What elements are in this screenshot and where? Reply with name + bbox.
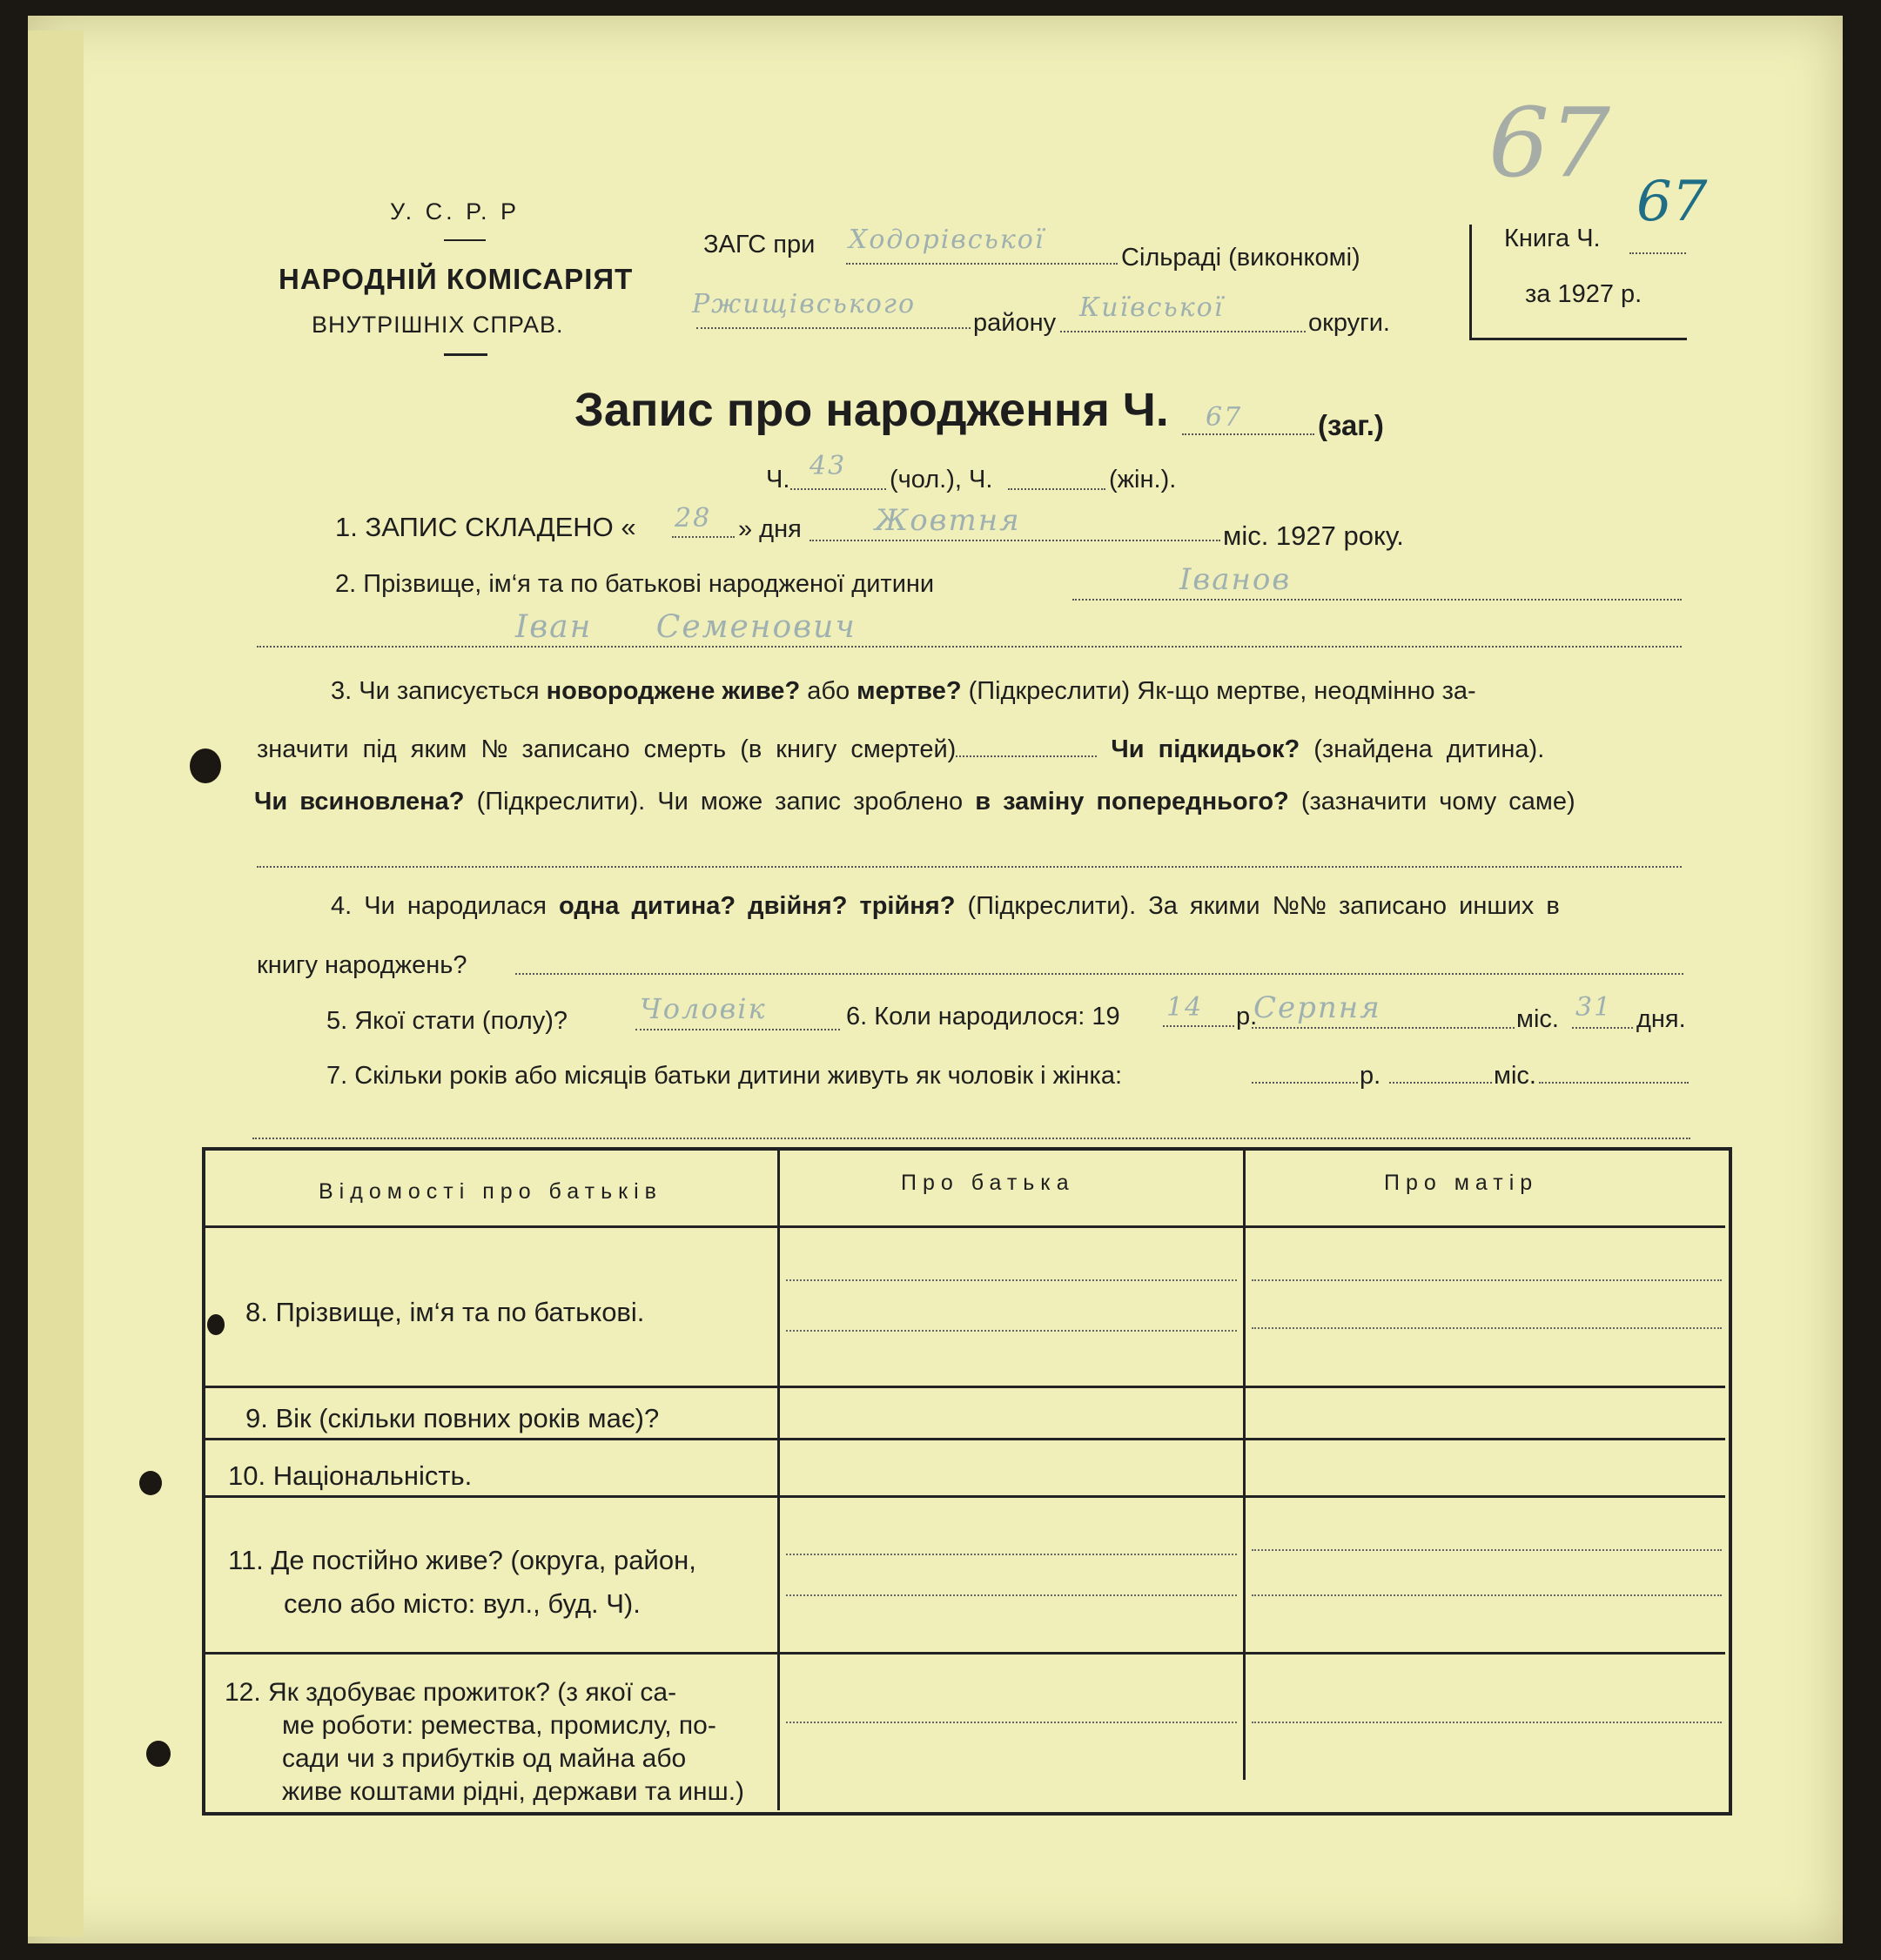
item3-death-ref: значити під яким № записано смерть (в книгу смертей) [257,735,957,763]
field-line [1629,252,1686,254]
table-entry-line [786,1594,1237,1596]
item5-label: 5. Якої стати (полу)? [326,1007,568,1035]
item3-replacement-text: (Підкреслити). Чи може запис зроблено [476,788,964,816]
punch-hole [146,1741,171,1767]
field-line [635,1029,840,1030]
item3-adopted: Чи всиновлена? [254,788,465,816]
field-line [1060,331,1306,332]
item6-mis: міс. [1516,1005,1559,1033]
field-line [257,646,1682,648]
male-label: (чол.), Ч. [890,466,993,493]
zags-prefix: ЗАГС при [703,231,816,258]
table-entry-line [1252,1327,1722,1329]
table-entry-line [786,1722,1237,1723]
row12-label-3: сади чи з прибутків од майна або [282,1744,687,1773]
book-box-bottom [1469,338,1687,340]
table-header-father: Про батька [901,1171,1075,1195]
okruha-label: округи. [1308,309,1390,337]
left-page-edge [28,30,84,1937]
birth-day: 31 [1575,992,1613,1023]
row12-label-2: ме роботи: ремества, промислу, по- [282,1711,716,1740]
item4-line2: книгу народжень? [257,951,467,979]
row11-label-1: 11. Де постійно живе? (округа, район, [228,1545,696,1575]
table-entry-line [1252,1722,1722,1723]
book-number: 67 [1636,170,1708,234]
book-label: Книга Ч. [1504,225,1601,252]
row11-label-2: село або місто: вул., буд. Ч). [284,1588,641,1619]
row9-label: 9. Вік (скільки повних років має)? [245,1403,660,1433]
table-entry-line [1252,1594,1722,1596]
field-line [846,263,1118,265]
child-sex: Чоловік [640,992,767,1025]
table-col-divider [1243,1149,1246,1780]
item1-year-label: міс. 1927 року. [1223,520,1404,551]
table-row-divider [205,1495,1725,1498]
table-entry-line [786,1330,1237,1332]
republic-label: У. С. Р. Р [390,198,520,225]
child-surname: Іванов [1179,562,1292,597]
row8-label: 8. Прізвище, ім‘я та по батькові. [245,1297,645,1327]
item3-alive-option: новороджене живе? [546,677,801,705]
field-line [1539,1082,1689,1084]
field-line [1182,433,1314,435]
item3-line3 [254,788,1575,816]
item3-line2 [257,735,1544,764]
female-label: (жін.). [1109,466,1177,493]
item1-label: 1. ЗАПИС СКЛАДЕНО « [335,512,636,542]
table-row-divider [205,1652,1725,1655]
field-line [1572,1027,1633,1029]
item4-text: 4. Чи народилася [331,892,547,920]
item3-foundling: Чи підкидьок? [1111,735,1300,763]
item7-label: 7. Скільки років або місяців батьки дитини живуть як чоловік і жінка: [326,1062,1123,1090]
book-box-left [1469,225,1472,339]
item7-r: р. [1360,1062,1381,1090]
commissariat-title: НАРОДНІЙ КОМІСАРІЯТ [279,263,634,295]
row12-label-4: живе коштами рідні, держави та инш.) [282,1777,745,1806]
male-number: 43 [810,451,847,481]
item3-replacement-note: (зазначити чому саме) [1300,788,1575,816]
sub-prefix: Ч. [766,466,790,493]
child-names: Іван Семенович [515,609,857,645]
item3-or: або [807,677,850,705]
book-year: за 1927 р. [1525,280,1643,308]
punch-hole [190,748,221,783]
birth-year: 14 [1166,992,1204,1023]
field-line [790,488,886,490]
item3-foundling-note: (знайдена дитина). [1313,735,1545,763]
page-title: Запис про народження Ч. [574,384,1169,436]
punch-hole [139,1471,162,1495]
field-line [252,1138,1690,1139]
table-col-divider [777,1149,780,1810]
item3-line1 [331,677,1476,706]
district-label: району [973,309,1057,337]
table-header-info: Відомості про батьків [319,1179,662,1204]
item6-dnya: дня. [1636,1005,1686,1033]
item7-mis: міс. [1494,1062,1536,1090]
row12-label-1: 12. Як здобуває прожиток? (з якої са- [225,1678,677,1707]
item4-text-rest: (Підкреслити). За якими №№ записано инших в [967,892,1560,920]
field-line [1072,599,1682,601]
commissariat-subtitle: ВНУТРІШНІХ СПРАВ. [312,312,564,338]
district-value: Ржищівського [692,289,917,319]
field-line [1389,1082,1492,1084]
okruha-value: Київської [1079,292,1225,323]
table-header-divider [205,1225,1725,1228]
item1-day-label: » дня [738,515,802,543]
table-entry-line [786,1554,1237,1555]
field-line [1008,488,1105,490]
item6-r: р. [1236,1003,1258,1030]
field-line [672,536,735,538]
item6-label: 6. Коли народилося: 19 [846,1003,1120,1030]
table-header-mother: Про матір [1384,1171,1539,1195]
field-line [696,327,971,329]
item3-text-rest: (Підкреслити) Як-що мертве, неодмінно за- [968,677,1476,705]
item4-line1 [331,892,1560,921]
birth-month: Серпня [1253,990,1381,1025]
item3-replacement: в заміну попереднього? [975,788,1289,816]
field-line [810,540,1220,541]
record-number: 67 [1206,402,1243,433]
table-entry-line [786,1279,1237,1281]
field-line [1252,1027,1515,1029]
field-line [257,866,1682,868]
item3-dead-option: мертве? [857,677,962,705]
item4-options: одна дитина? двійня? трійня? [559,892,956,920]
table-row-divider [205,1438,1725,1440]
header-divider [444,239,486,241]
corner-stamp: 67 [1488,87,1610,198]
field-line [1252,1082,1358,1084]
item2-label: 2. Прізвище, ім‘я та по батькові народженої дитини [335,570,935,598]
council-suffix: Сільраді (виконкомі) [1121,244,1360,272]
record-day: 28 [675,503,712,534]
table-entry-line [1252,1279,1722,1281]
header-divider [444,353,487,356]
field-line [515,973,1683,975]
title-suffix: (заг.) [1318,409,1384,441]
council-value: Ходорівської [849,225,1045,255]
item3-text: 3. Чи записується [331,677,540,705]
record-month: Жовтня [875,503,1021,538]
field-line [1163,1025,1234,1027]
row10-label: 10. Національність. [228,1460,473,1491]
table-entry-line [1252,1549,1722,1551]
table-row-divider [205,1386,1725,1388]
